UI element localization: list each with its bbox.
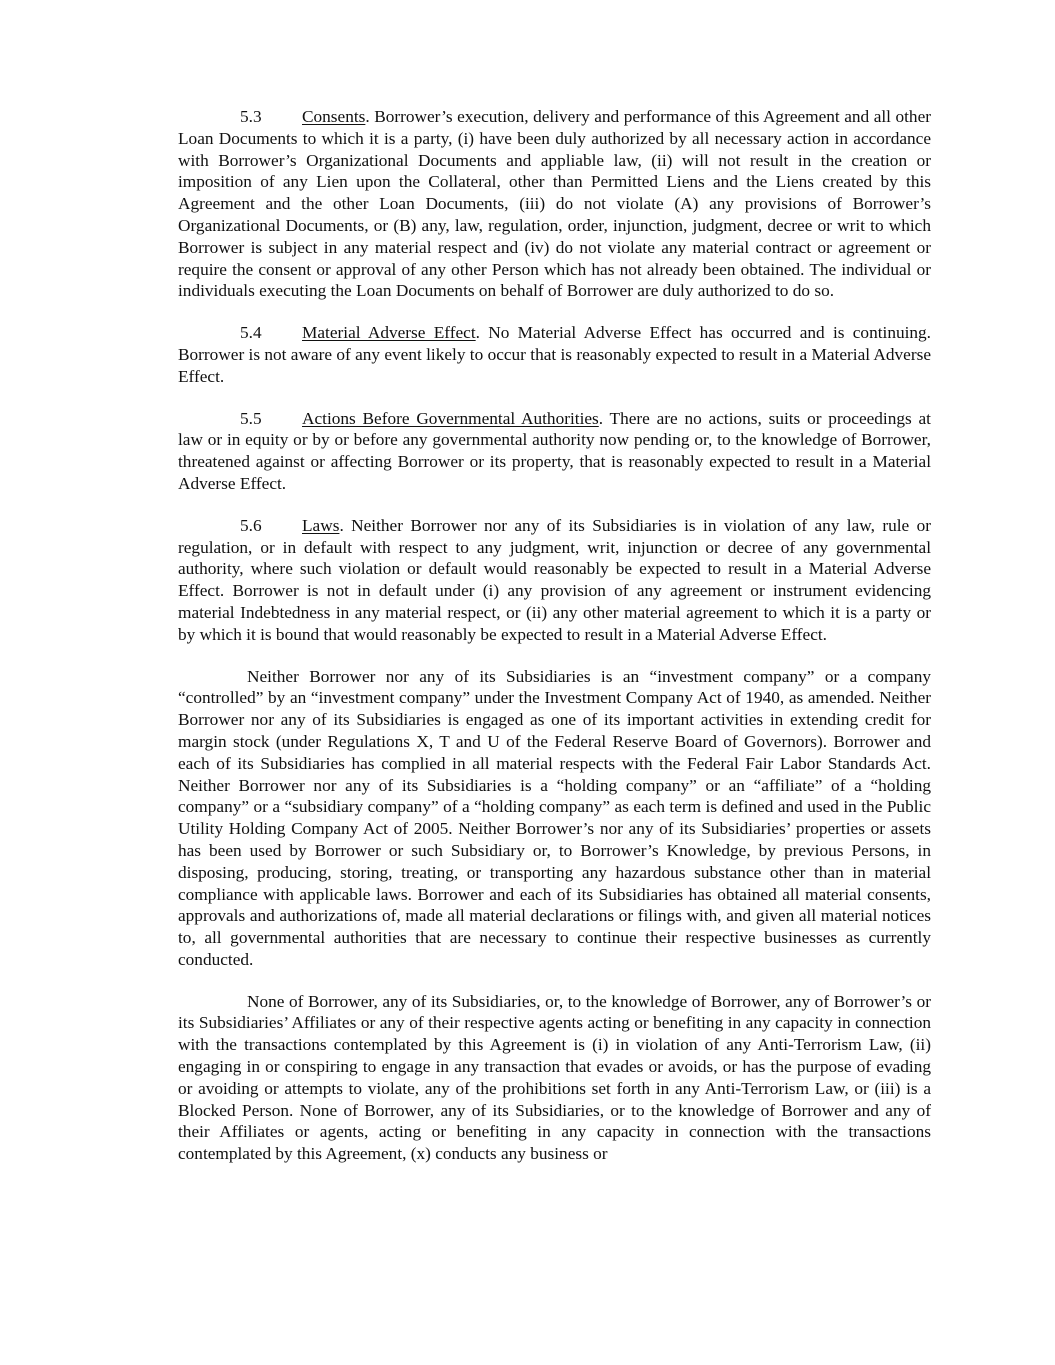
section-heading: Actions Before Governmental Authorities — [302, 408, 599, 428]
section-body: . There are no actions, suits or proceedings at law or in equity or by or before any governmental authority now pending or, to the knowledge of Borrower, threatened against or affecting Borrower or its property, that is reasonably expected to result in a Material Adverse Effect. — [178, 408, 931, 493]
section-heading: Consents — [302, 107, 366, 126]
document-page — [178, 106, 931, 1185]
section-heading: Laws — [302, 515, 340, 535]
section-number: 5.6 — [240, 515, 262, 535]
section-number: 5.5 — [240, 408, 262, 428]
section-number: 5.3 — [240, 107, 262, 126]
section-body: . Neither Borrower nor any of its Subsidiaries is in violation of any law, rule or regulation, or in default with respect to any judgment, writ, injunction or decree of any governmental authority, where such violation or default would reasonably be expected to result in a Material Adverse Effect. Borrower is not in default under (i) any provision of any agreement or instrument evidencing material Indebtedness in any material respect, or (ii) any other material agreement to which it is a party or by which it is bound that would reasonably be expected to result in a Material Adverse Effect. — [178, 515, 931, 644]
investment-company-paragraph: Neither Borrower nor any of its Subsidiaries is an “investment company” or a company “controlled” by an “investment company” under the Investment Company Act of 1940, as amended. Neither Borrower nor any of its Subsidiaries is engaged as one of its important activities in extending credit for margin stock (under Regulations X, T and U of the Federal Reserve Board of Governors). Borrower and each of its Subsidiaries has complied in all material respects with the Federal Fair Labor Standards Act. Neither Borrower nor any of its Subsidiaries is a “holding company” or an “affiliate” of a “holding company” or a “subsidiary company” of a “holding company” as each term is defined and used in the Public Utility Holding Company Act of 2005. Neither Borrower’s nor any of its Subsidiaries’ properties or assets has been used by Borrower or such Subsidiary or, to Borrower’s Knowledge, by previous Persons, in disposing, producing, storing, treating, or transporting any hazardous substance other than in material compliance with applicable laws. Borrower and each of its Subsidiaries has obtained all material consents, approvals and authorizations of, made all material declarations or filings with, and given all material notices to, all governmental authorities that are necessary to continue their respective businesses as currently conducted. — [178, 666, 931, 969]
section-number: 5.4 — [240, 323, 262, 343]
section-5-4 — [178, 322, 931, 387]
section-heading: Material Adverse Effect — [302, 323, 476, 343]
section-5-3 — [178, 106, 931, 302]
section-body: . Borrower’s execution, delivery and performance of this Agreement and all other Loan Documents to which it is a party, (i) have been duly authorized by all necessary action in accordance with Borrower’s Organizational Documents and appliable law, (ii) will not result in the creation or imposition of any Lien upon the Collateral, other than Permitted Liens and the Liens created by this Agreement and the other Loan Documents, (iii) do not violate (A) any provisions of Borrower’s Organizational Documents, or (B) any, law, regulation, order, injunction, judgment, decree or writ to which Borrower is subject in any material respect and (iv) do not violate any material contract or agreement or require the consent or approval of any other Person which has not already been obtained. The individual or individuals executing the Loan Documents on behalf of Borrower are duly authorized to do so. — [178, 107, 931, 301]
section-5-5 — [178, 408, 931, 495]
anti-terrorism-paragraph: None of Borrower, any of its Subsidiaries, or, to the knowledge of Borrower, any of Borrower’s or its Subsidiaries’ Affiliates or any of their respective agents acting or benefiting in any capacity in connection with the transactions contemplated by this Agreement is (i) in violation of any Anti-Terrorism Law, (ii) engaging in or conspiring to engage in any transaction that evades or avoids, or has the purpose of evading or avoiding or attempts to violate, any of the prohibitions set forth in any Anti-Terrorism Law, or (iii) is a Blocked Person. None of Borrower, any of its Subsidiaries, or to the knowledge of Borrower and any of their Affiliates or agents, acting or benefiting in any capacity in connection with the transactions contemplated by this Agreement, (x) conducts any business or — [178, 991, 931, 1164]
section-5-6 — [178, 515, 931, 646]
section-body: . No Material Adverse Effect has occurred and is continuing. Borrower is not aware of any event likely to occur that is reasonably expected to result in a Material Adverse Effect. — [178, 323, 932, 386]
